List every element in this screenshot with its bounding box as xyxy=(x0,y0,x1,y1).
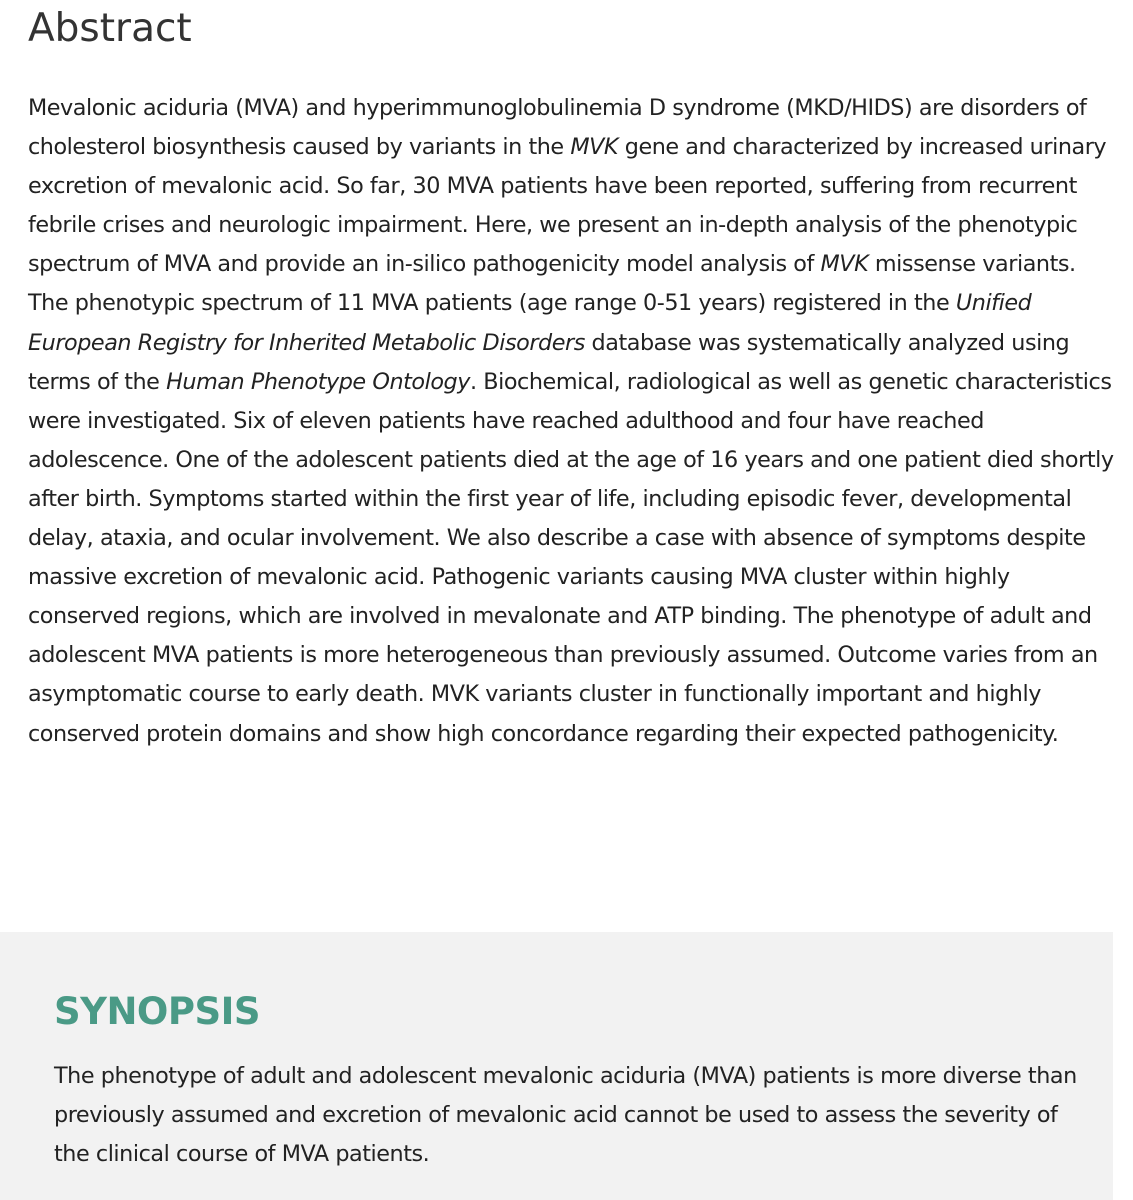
synopsis-text: The phenotype of adult and adolescent mevalonic aciduria (MVA) patients is more diverse than previously assumed and excretion of mevalonic acid cannot be used to assess the severity of the clinical course of MVA patients. xyxy=(54,1063,1077,1167)
abstract-italic-segment: Human Phenotype Ontology xyxy=(166,368,470,395)
abstract-italic-segment: Unified European Registry for Inherited Metabolic Disorders xyxy=(28,290,1032,356)
synopsis-heading: SYNOPSIS xyxy=(54,990,261,1033)
abstract-body xyxy=(28,89,1118,754)
abstract-heading: Abstract xyxy=(28,6,192,51)
abstract-italic-segment: MVK xyxy=(820,251,869,278)
abstract-text-segment: gene and characterized by increased urinary excretion of mevalonic acid. So far, 30 MVA patients have been reported, suffering from recurrent febrile crises and neurologic impairment. Here, we present an in-depth analysis of the phenotypic spectrum of MVA and provide an in-silico pathogenicity model analysis of xyxy=(28,134,1107,278)
abstract-text-segment: missense variants. The phenotypic spectrum of 11 MVA patients (age range 0-51 years) registered in the xyxy=(28,251,1076,317)
abstract-text-segment: . Biochemical, radiological as well as genetic characteristics were investigated. Six of eleven patients have reached adulthood and four have reached adolescence. One of the adolescent patients died at the age of 16 years and one patient died shortly after birth. Symptoms started within the first year of life, including episodic fever, developmental delay, ataxia, and ocular involvement. We also describe a case with absence of symptoms despite massive excretion of mevalonic acid. Pathogenic variants causing MVA cluster within highly conserved regions, which are involved in mevalonate and ATP binding. The phenotype of adult and adolescent MVA patients is more heterogeneous than previously assumed. Outcome varies from an asymptomatic course to early death. MVK variants cluster in functionally important and highly conserved protein domains and show high concordance regarding their expected pathogenicity. xyxy=(28,368,1114,747)
abstract-text-segment: Mevalonic aciduria (MVA) and hyperimmunoglobulinemia D syndrome (MKD/HIDS) are disorders of cholesterol biosynthesis caused by variants in the xyxy=(28,95,1087,161)
abstract-section xyxy=(28,0,1118,747)
abstract-text-segment: database was systematically analyzed using terms of the xyxy=(28,329,1070,395)
abstract-italic-segment: MVK xyxy=(570,134,619,161)
